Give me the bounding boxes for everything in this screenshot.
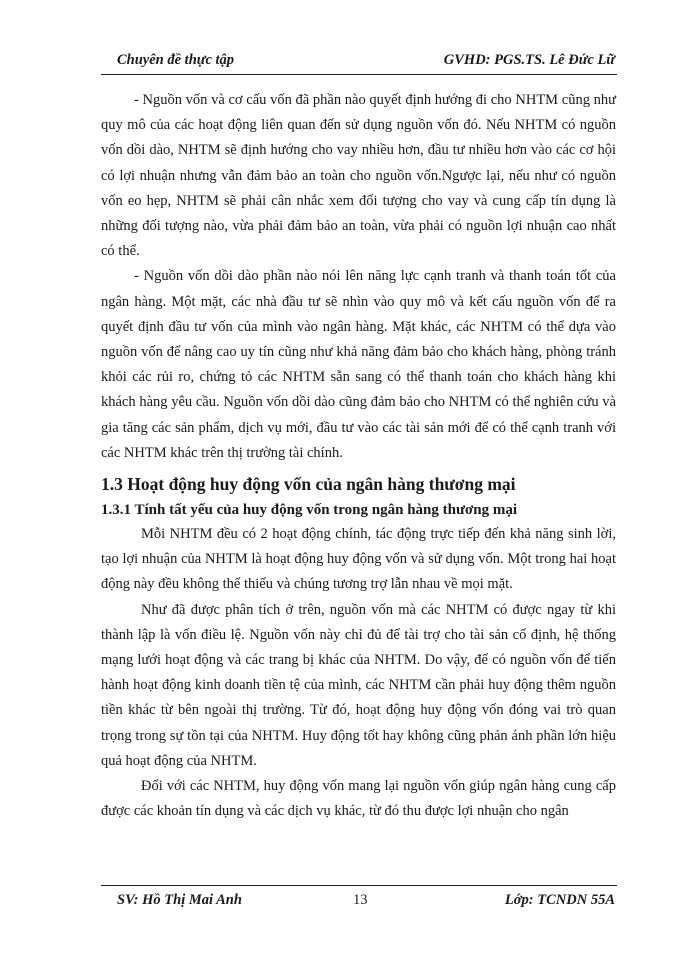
body-paragraph-charter-capital: Như đã được phân tích ở trên, nguồn vốn mà các NHTM có được ngay từ khi thành lập là vốn điều lệ. Nguồn vốn này chỉ đủ để tài trợ cho tài sản cố định, hệ thống mạng lưới hoạt động và các trang bị khác của NHTM. Do vậy, để có nguồn vốn để tiến hành hoạt động kinh doanh tiền tệ của mình, các NHTM cần phải huy động thêm nguồn tiền khác từ bên ngoài thị trường. Từ đó, hoạt động huy động vốn đóng vai trò quan trọng trong sự tồn tại của NHTM. Huy động tốt hay không cũng phản ánh phần lớn hiệu quả hoạt động của NHTM. <box>101 601 616 769</box>
body-paragraph-credit-services: Đối với các NHTM, huy động vốn mang lại nguồn vốn giúp ngân hàng cung cấp được các khoản tín dụng và các dịch vụ khác, từ đó thu được lợi nhuận cho ngân <box>101 778 616 820</box>
document-body <box>101 88 616 824</box>
header-document-title: Chuyên đề thực tập <box>117 52 235 68</box>
footer-page-number: 13 <box>353 892 368 908</box>
footer-student-name: SV: Hồ Thị Mai Anh <box>117 892 242 908</box>
body-paragraph-capital-structure: - Nguồn vốn và cơ cấu vốn đã phần nào quyết định hướng đi cho NHTM cũng như quy mô của các hoạt động liên quan đến sử dụng nguồn vốn đó. Nếu NHTM có nguồn vốn dồi dào, NHTM sẽ định hướng cho vay nhiều hơn, đầu tư nhiều hơn vào các cơ hội có lợi nhuận nhưng vẫn đảm bảo an toàn cho nguồn vốn.Ngược lại, nếu như có nguồn vốn eo hẹp, NHTM sẽ phải cân nhắc xem đối tượng cho vay và cung cấp tín dụng là những đối tượng nào, vừa phải đảm bảo an toàn, vừa phải có nguồn lợi nhuận cao nhất có thể. <box>101 92 616 260</box>
footer-class: Lớp: TCNDN 55A <box>504 892 615 908</box>
body-paragraph-abundant-capital: - Nguồn vốn dồi dào phần nào nói lên năng lực cạnh tranh và thanh toán tốt của ngân hàng. Một mặt, các nhà đầu tư sẽ nhìn vào quy mô và kết cấu nguồn vốn để ra quyết định đầu tư vốn của mình vào ngân hàng. Mặt khác, các NHTM có thể dựa vào nguồn vốn để nâng cao uy tín cũng như khả năng đảm bảo cho khách hàng, phòng tránh khỏi các rủi ro, chứng tỏ các NHTM sẵn sang có thể thanh toán cho khách hàng khi khách hàng yêu cầu. Nguồn vốn dồi dào cũng đảm bảo cho NHTM có thể nghiên cứu và gia tăng các sản phẩm, dịch vụ mới, đầu tư vào các tài sản mới để có thể cạnh tranh với các NHTM khác trên thị trường tài chính. <box>101 268 616 461</box>
page-header <box>101 50 617 75</box>
body-paragraph-two-activities: Mỗi NHTM đều có 2 hoạt động chính, tác động trực tiếp đến khả năng sinh lời, tạo lợi nhuận của NHTM là hoạt động huy động vốn và sử dụng vốn. Một trong hai hoạt động này đều không thể thiếu và chúng tương trợ lẫn nhau về mọi mặt. <box>101 526 616 593</box>
subsection-heading: 1.3.1 Tính tất yếu của huy động vốn trong ngân hàng thương mại <box>101 502 518 519</box>
section-heading: 1.3 Hoạt động huy động vốn của ngân hàng thương mại <box>101 474 516 495</box>
page-footer <box>101 885 617 912</box>
header-supervisor: GVHD: PGS.TS. Lê Đức Lữ <box>443 52 615 68</box>
